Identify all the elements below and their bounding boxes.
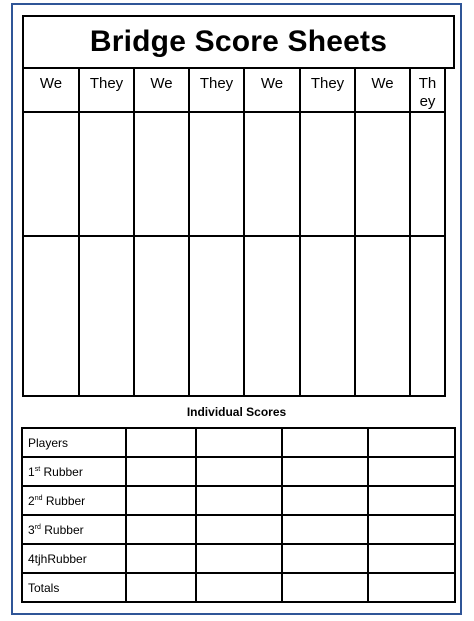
score-cell[interactable]: [23, 112, 79, 236]
individual-scores-grid: [21, 427, 456, 603]
score-cell[interactable]: [368, 457, 455, 486]
score-cell[interactable]: [282, 573, 368, 602]
score-cell[interactable]: [368, 544, 455, 573]
row-label: 4tjhRubber: [22, 544, 126, 573]
score-cell[interactable]: [189, 112, 244, 236]
score-row-below-line: [23, 236, 445, 396]
score-grid: [22, 67, 446, 397]
score-cell[interactable]: [79, 236, 134, 396]
score-cell[interactable]: [282, 486, 368, 515]
score-cell[interactable]: [189, 236, 244, 396]
score-cell[interactable]: [79, 112, 134, 236]
row-label: Players: [22, 428, 126, 457]
score-cell[interactable]: [410, 112, 445, 236]
title-box: [22, 15, 455, 69]
score-cell[interactable]: [300, 236, 355, 396]
score-cell[interactable]: [355, 112, 410, 236]
section-title: Individual Scores: [186, 405, 287, 419]
score-cell[interactable]: [196, 515, 282, 544]
page-title: Bridge Score Sheets: [89, 25, 388, 58]
table-row: [22, 457, 455, 486]
score-cell[interactable]: [126, 515, 196, 544]
column-header-they: They: [300, 68, 355, 112]
column-header-we: We: [23, 68, 79, 112]
score-cell[interactable]: [126, 486, 196, 515]
score-cell[interactable]: [368, 515, 455, 544]
score-sheet-frame: [11, 3, 462, 615]
score-cell[interactable]: [368, 573, 455, 602]
score-cell[interactable]: [355, 236, 410, 396]
column-header-they: They: [410, 68, 445, 112]
score-cell[interactable]: [134, 112, 189, 236]
column-header-we: We: [134, 68, 189, 112]
score-cell[interactable]: [126, 457, 196, 486]
score-cell[interactable]: [368, 428, 455, 457]
table-row: [22, 486, 455, 515]
score-cell[interactable]: [282, 544, 368, 573]
table-row: [22, 544, 455, 573]
row-label: 3rd Rubber: [22, 515, 126, 544]
score-cell[interactable]: [282, 428, 368, 457]
score-row-above-line: [23, 112, 445, 236]
score-header-row: [23, 68, 445, 112]
column-header-they: They: [189, 68, 244, 112]
score-cell[interactable]: [410, 236, 445, 396]
score-cell[interactable]: [282, 515, 368, 544]
score-cell[interactable]: [196, 457, 282, 486]
column-header-we: We: [244, 68, 300, 112]
row-label: 2nd Rubber: [22, 486, 126, 515]
score-cell[interactable]: [196, 573, 282, 602]
score-cell[interactable]: [244, 236, 300, 396]
column-header-we: We: [355, 68, 410, 112]
score-cell[interactable]: [23, 236, 79, 396]
score-cell[interactable]: [244, 112, 300, 236]
score-cell[interactable]: [368, 486, 455, 515]
score-cell[interactable]: [134, 236, 189, 396]
row-label: Totals: [22, 573, 126, 602]
row-label: 1st Rubber: [22, 457, 126, 486]
score-cell[interactable]: [300, 112, 355, 236]
score-cell[interactable]: [196, 486, 282, 515]
score-cell[interactable]: [126, 428, 196, 457]
table-row: [22, 515, 455, 544]
score-cell[interactable]: [126, 573, 196, 602]
score-cell[interactable]: [196, 428, 282, 457]
table-row: [22, 428, 455, 457]
table-row: [22, 573, 455, 602]
column-header-they: They: [79, 68, 134, 112]
score-cell[interactable]: [126, 544, 196, 573]
score-cell[interactable]: [196, 544, 282, 573]
score-cell[interactable]: [282, 457, 368, 486]
